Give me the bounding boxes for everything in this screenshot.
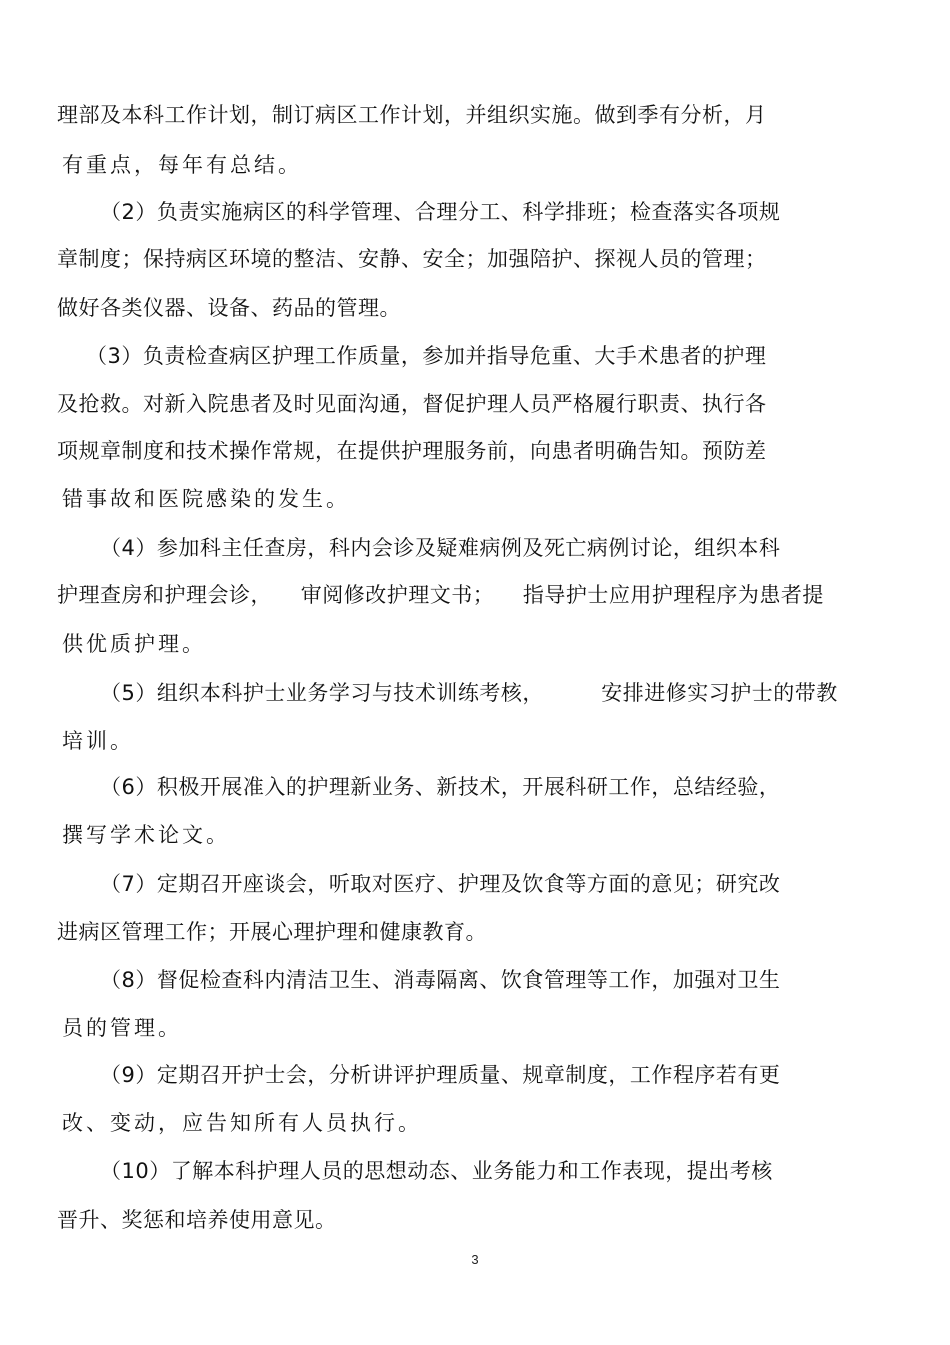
text-line: （2）负责实施病区的科学管理、合理分工、科学排班；检查落实各项规	[100, 200, 781, 224]
text-line: （8）督促检查科内清洁卫生、消毒隔离、饮食管理等工作，加强对卫生	[100, 968, 781, 992]
text-line: 员的管理。	[62, 1016, 182, 1040]
text-line: 项规章制度和技术操作常规，在提供护理服务前，向患者明确告知。预防差	[57, 439, 767, 463]
text-line: 改、变动，应告知所有人员执行。	[62, 1111, 422, 1135]
text-line: 培训。	[62, 729, 134, 753]
text-line: （9）定期召开护士会，分析讲评护理质量、规章制度，工作程序若有更	[100, 1063, 781, 1087]
text-line: 晋升、奖惩和培养使用意见。	[57, 1208, 337, 1232]
text-line: 及抢救。对新入院患者及时见面沟通，督促护理人员严格履行职责、执行各	[57, 392, 767, 416]
text-line: （6）积极开展准入的护理新业务、新技术，开展科研工作，总结经验，	[100, 775, 781, 799]
text-line: （7）定期召开座谈会，听取对医疗、护理及饮食等方面的意见；研究改	[100, 872, 781, 896]
text-line: （4）参加科主任查房，科内会诊及疑难病例及死亡病例讨论，组织本科	[100, 536, 781, 560]
page-number: 3	[471, 1252, 479, 1267]
text-line: 章制度；保持病区环境的整洁、安静、安全；加强陪护、探视人员的管理；	[57, 247, 767, 271]
text-line: （10）了解本科护理人员的思想动态、业务能力和工作表现，提出考核	[100, 1159, 773, 1183]
text-line: （3）负责检查病区护理工作质量，参加并指导危重、大手术患者的护理	[86, 344, 767, 368]
text-line: （5）组织本科护士业务学习与技术训练考核， 安排进修实习护士的带教	[100, 681, 838, 705]
text-line: 撰写学术论文。	[62, 823, 230, 847]
text-line: 错事故和医院感染的发生。	[62, 487, 350, 511]
text-line: 理部及本科工作计划，制订病区工作计划，并组织实施。做到季有分析，月	[57, 103, 767, 127]
text-line: 有重点，每年有总结。	[62, 153, 302, 177]
text-line: 供优质护理。	[62, 632, 206, 656]
text-line: 护理查房和护理会诊， 审阅修改护理文书； 指导护士应用护理程序为患者提	[57, 583, 824, 607]
text-line: 做好各类仪器、设备、药品的管理。	[57, 296, 401, 320]
text-line: 进病区管理工作；开展心理护理和健康教育。	[57, 920, 487, 944]
